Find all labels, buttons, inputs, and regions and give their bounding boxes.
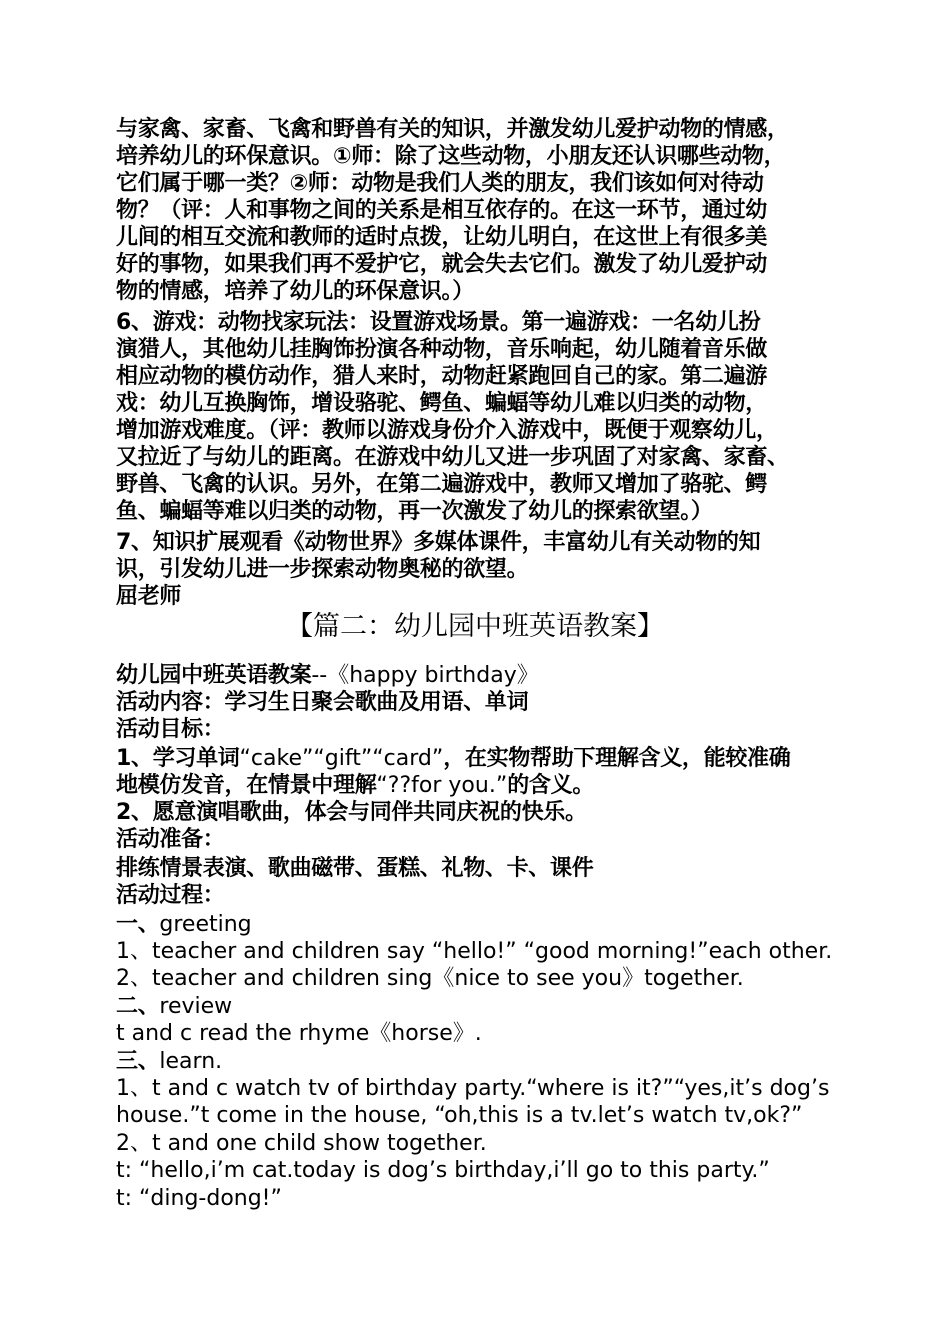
activity-prep-label: 活动准备： — [116, 827, 225, 852]
paragraph-line: 识，引发幼儿进一步探索动物奥秘的欲望。 — [116, 557, 529, 582]
step-two-number: 二、 — [116, 994, 160, 1019]
goal-two: 2、愿意演唱歌曲，体会与同伴共同庆祝的快乐。 — [116, 800, 587, 825]
paragraph-line: 鱼、蝙蝠等难以归类的动物，再一次激发了幼儿的探索欲望。） — [116, 499, 713, 524]
activity-goals-label: 活动目标： — [116, 717, 225, 742]
paragraph-line: 7、知识扩展观看《动物世界》多媒体课件，丰富幼儿有关动物的知 — [116, 530, 761, 555]
lesson-title-en: --《happy birthday》 — [311, 663, 539, 688]
step-three-c: t: “hello,i’m cat.today is dog’s birthday,i’ll go to this party.” — [116, 1158, 770, 1183]
lesson-title — [116, 662, 539, 689]
step-one-b: 2、teacher and children sing《nice to see you》together. — [116, 966, 744, 991]
paragraph-line: 物的情感，培养了幼儿的环保意识。） — [116, 279, 474, 304]
paragraph-line: 演猎人，其他幼儿挂胸饰扮演各种动物，音乐响起，幼儿随着音乐做 — [116, 337, 768, 362]
goal-one-line2-b: “??for you.” — [376, 773, 508, 798]
goal-one-line2-c: 的含义。 — [507, 773, 595, 798]
paragraph-line: 好的事物，如果我们再不爱护它，就会失去它们。激发了幼儿爱护动 — [116, 252, 768, 277]
paragraph-line: 物？（评：人和事物之间的关系是相互依存的。在这一环节，通过幼 — [116, 198, 768, 223]
lesson-title-cn: 幼儿园中班英语教案 — [116, 663, 312, 688]
step-one-number: 一、 — [116, 912, 160, 937]
paragraph-line: 又拉近了与幼儿的距离。在游戏中幼儿又进一步巩固了对家禽、家畜、 — [116, 445, 789, 470]
step-one — [116, 911, 252, 938]
activity-prep-items: 排练情景表演、歌曲磁带、蛋糕、礼物、卡、课件 — [116, 856, 594, 881]
step-one-text: greeting — [159, 912, 252, 937]
paragraph-line: 与家禽、家畜、飞禽和野兽有关的知识，并激发幼儿爱护动物的情感， — [116, 117, 789, 142]
step-three-a2: house.”t come in the house, “oh,this is a tv.let’s watch tv,ok?” — [116, 1103, 803, 1128]
paragraph-line: 它们属于哪一类？②师：动物是我们人类的朋友，我们该如何对待动 — [116, 171, 764, 196]
paragraph-line: 相应动物的模仿动作，猎人来时，动物赶紧跑回自己的家。第二遍游 — [116, 364, 768, 389]
goal-one-rest: ，在实物帮助下理解含义，能较准确 — [443, 746, 791, 771]
step-one-a: 1、teacher and children say “hello!” “good morning!”each other. — [116, 939, 833, 964]
goal-one-words: “cake”“gift”“card” — [239, 746, 444, 771]
goal-one-continued — [116, 772, 594, 799]
step-two-a: t and c read the rhyme《horse》. — [116, 1021, 482, 1046]
paragraph-line: 儿间的相互交流和教师的适时点拨，让幼儿明白，在这世上有很多美 — [116, 225, 768, 250]
step-three — [116, 1048, 222, 1075]
author-signature: 屈老师 — [116, 584, 182, 609]
activity-process-label: 活动过程： — [116, 883, 225, 908]
paragraph-line: 增加游戏难度。（评：教师以游戏身份介入游戏中，既便于观察幼儿， — [116, 418, 778, 443]
step-three-d: t: “ding-dong!” — [116, 1186, 282, 1211]
step-three-text: learn. — [159, 1049, 223, 1074]
section-heading: 【篇二：幼儿园中班英语教案】 — [286, 611, 664, 642]
step-three-number: 三、 — [116, 1049, 160, 1074]
paragraph-line: 野兽、飞禽的认识。另外，在第二遍游戏中，教师又增加了骆驼、鳄 — [116, 472, 768, 497]
step-three-b: 2、t and one child show together. — [116, 1131, 487, 1156]
goal-one-line2-a: 地模仿发音，在情景中理解 — [116, 773, 377, 798]
goal-one-prefix: 1、学习单词 — [116, 746, 240, 771]
goal-one — [116, 745, 790, 772]
paragraph-line: 培养幼儿的环保意识。①师：除了这些动物，小朋友还认识哪些动物， — [116, 144, 786, 169]
step-three-a1: 1、t and c watch tv of birthday party.“where is it?”“yes,it’s dog’s — [116, 1076, 830, 1101]
paragraph-line: 戏：幼儿互换胸饰，增设骆驼、鳄鱼、蝙蝠等幼儿难以归类的动物， — [116, 391, 768, 416]
step-two-text: review — [159, 994, 233, 1019]
step-two — [116, 993, 232, 1020]
activity-content: 活动内容：学习生日聚会歌曲及用语、单词 — [116, 690, 529, 715]
paragraph-line: 6、游戏：动物找家玩法：设置游戏场景。第一遍游戏：一名幼儿扮 — [116, 310, 761, 335]
